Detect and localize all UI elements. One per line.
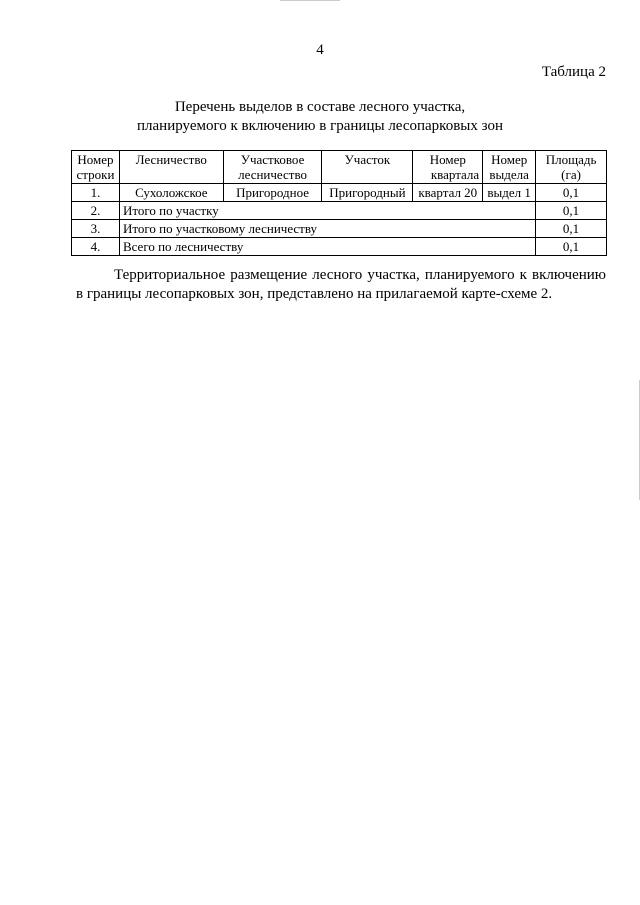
table-header-row <box>72 151 607 184</box>
table-title <box>0 98 640 136</box>
page-number: 4 <box>316 42 324 58</box>
quarter-cell: квартал 20 <box>413 184 483 202</box>
header-allotment: Номер выдела <box>483 151 536 184</box>
row-no: 3. <box>72 220 120 238</box>
total-label: Всего по лесничеству <box>119 238 535 256</box>
table-row <box>72 202 607 220</box>
area-cell: 0,1 <box>536 184 607 202</box>
row-no: 4. <box>72 238 120 256</box>
table-label: Таблица 2 <box>541 64 606 80</box>
forestry-cell: Сухоложское <box>119 184 223 202</box>
title-line-1: Перечень выделов в составе лесного участка, <box>174 99 466 115</box>
row-no: 1. <box>72 184 120 202</box>
area-cell: 0,1 <box>536 220 607 238</box>
area-cell: 0,1 <box>536 238 607 256</box>
row-no: 2. <box>72 202 120 220</box>
header-district-forestry: Участковое лесничество <box>223 151 322 184</box>
scan-edge-mark <box>280 0 340 1</box>
placement-note: Территориальное размещение лесного участка, планируемого к включению в границы лесопарковых зон, представлено на прилагаемой карте-схеме 2. <box>76 267 606 302</box>
title-line-2: планируемого к включению в границы лесопарковых зон <box>137 118 503 134</box>
table-row <box>72 184 607 202</box>
table-row <box>72 220 607 238</box>
total-label: Итого по участку <box>119 202 535 220</box>
table-row <box>72 238 607 256</box>
district-cell: Пригородное <box>223 184 322 202</box>
site-cell: Пригородный <box>322 184 413 202</box>
allotment-cell: выдел 1 <box>483 184 536 202</box>
header-area: Площадь (га) <box>536 151 607 184</box>
header-forestry: Лесничество <box>119 151 223 184</box>
header-row-no: Номер строки <box>72 151 120 184</box>
header-quarter: Номер квартала <box>413 151 483 184</box>
area-cell: 0,1 <box>536 202 607 220</box>
header-site: Участок <box>322 151 413 184</box>
total-label: Итого по участковому лесничеству <box>119 220 535 238</box>
allotments-table <box>71 150 607 256</box>
